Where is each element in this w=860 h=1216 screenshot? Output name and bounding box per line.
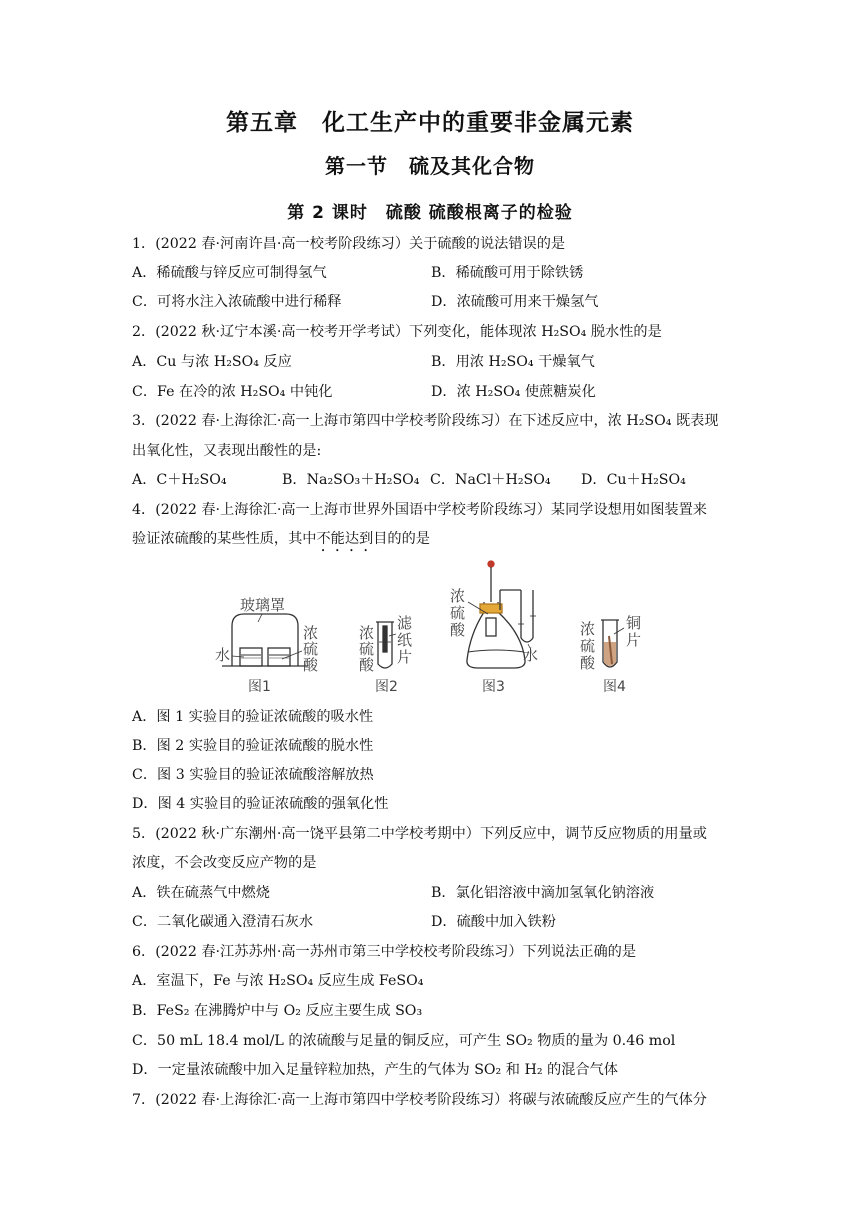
q4-option-b: B．图 2 实验目的验证浓硫酸的脱水性: [132, 738, 374, 754]
figure-3-caption: 图3: [482, 679, 505, 695]
q2-option-a: A．Cu 与浓 H₂SO₄ 反应: [132, 354, 292, 370]
q3-option-c: C．NaCl＋H₂SO₄: [430, 472, 551, 488]
q6-stem: 6．(2022 春·江苏苏州·高一苏州市第三中学校校考阶段练习）下列说法正确的是: [132, 944, 637, 960]
q6-option-b: B．FeS₂ 在沸腾炉中与 O₂ 反应主要生成 SO₃: [132, 1003, 423, 1019]
figure-4-acid-label-2: 硫: [580, 637, 596, 655]
figure-2-acid-label-1: 浓: [359, 624, 375, 642]
q3-option-a: A．C＋H₂SO₄: [132, 472, 227, 488]
figure-2-paper-label-1: 滤: [397, 614, 413, 632]
figure-1-caption: 图1: [248, 679, 271, 695]
figure-4-copper-label-1: 铜: [626, 614, 642, 632]
figure-1-water-label: 水: [215, 646, 231, 664]
figure-2-acid-label-2: 硫: [359, 640, 375, 658]
section-title: 第一节 硫及其化合物: [325, 154, 535, 178]
figure-3: [450, 561, 538, 695]
figure-4-acid-label-3: 酸: [580, 654, 596, 672]
q6-option-a: A．室温下，Fe 与浓 H₂SO₄ 反应生成 FeSO₄: [132, 973, 424, 989]
q4-option-c: C．图 3 实验目的验证浓硫酸溶解放热: [132, 767, 374, 783]
q4-stem-pre: 验证浓硫酸的某些性质，其中: [132, 531, 317, 547]
figure-1-cover-label: 玻璃罩: [240, 596, 286, 614]
q4-stem-line1: 4．(2022 春·上海徐汇·高一上海市世界外国语中学校考阶段练习）某同学设想用如图装置来: [132, 502, 707, 518]
q4-stem-emphasis: 不能达到: [316, 531, 374, 547]
q5-stem-line1: 5．(2022 秋·广东潮州·高一饶平县第二中学校考期中）下列反应中，调节反应物质的用量或: [132, 826, 707, 842]
q4-option-a: A．图 1 实验目的验证浓硫酸的吸水性: [132, 709, 374, 725]
figure-2: [359, 614, 413, 695]
q5-stem-line2: 浓度，不会改变反应产物的是: [132, 855, 317, 871]
q4-stem-post: 目的的是: [373, 531, 430, 547]
figure-1-acid-label-3: 酸: [303, 656, 319, 674]
q3-option-b: B．Na₂SO₃＋H₂SO₄: [282, 472, 420, 488]
figure-4-acid-label-1: 浓: [580, 620, 596, 638]
q1-option-b: B．稀硫酸可用于除铁锈: [431, 265, 584, 281]
q5-option-a: A．铁在硫蒸气中燃烧: [132, 885, 270, 901]
figure-2-paper-label-3: 片: [397, 648, 413, 666]
q2-option-b: B．用浓 H₂SO₄ 干燥氧气: [431, 354, 595, 370]
q6-option-d: D．一定量浓硫酸中加入足量锌粒加热，产生的气体为 SO₂ 和 H₂ 的混合气体: [132, 1062, 618, 1078]
figure-4: [580, 614, 641, 695]
q5-option-c: C．二氧化碳通入澄清石灰水: [132, 914, 314, 930]
q1-option-d: D．浓硫酸可用来干燥氢气: [431, 294, 599, 310]
q6-option-c: C．50 mL 18.4 mol/L 的浓硫酸与足量的铜反应，可产生 SO₂ 物质的量为 0.46 mol: [132, 1033, 676, 1049]
q3-stem-line2: 出氧化性，又表现出酸性的是:: [132, 443, 322, 459]
figure-4-caption: 图4: [603, 679, 626, 695]
q5-option-b: B．氯化铝溶液中滴加氢氧化钠溶液: [431, 885, 655, 901]
q5-option-d: D．硫酸中加入铁粉: [431, 914, 556, 930]
q3-stem-line1: 3．(2022 春·上海徐汇·高一上海市第四中学校考阶段练习）在下述反应中，浓 H₂SO₄ 既表现: [132, 413, 719, 429]
figure-1-acid-label-2: 硫: [303, 640, 319, 658]
q4-option-d: D．图 4 实验目的验证浓硫酸的强氧化性: [132, 796, 389, 812]
figure-3-acid-label-1: 浓: [450, 587, 466, 605]
figure-3-water-label: 水: [523, 646, 539, 664]
figure-4-copper-label-2: 片: [626, 631, 642, 649]
q1-option-a: A．稀硫酸与锌反应可制得氢气: [132, 265, 327, 281]
q1-stem: 1．(2022 春·河南许昌·高一校考阶段练习）关于硫酸的说法错误的是: [132, 236, 566, 252]
apparatus-figure: [0, 556, 860, 706]
figure-2-paper-label-2: 纸: [397, 631, 413, 649]
q2-stem: 2．(2022 秋·辽宁本溪·高一校考开学考试）下列变化，能体现浓 H₂SO₄ 脱水性的是: [132, 324, 662, 340]
q2-option-d: D．浓 H₂SO₄ 使蔗糖炭化: [431, 384, 596, 400]
q4-stem-line2: [132, 529, 430, 555]
figure-3-acid-label-3: 酸: [450, 621, 466, 639]
q1-option-c: C．可将水注入浓硫酸中进行稀释: [132, 294, 342, 310]
figure-1: [215, 596, 319, 695]
q3-option-d: D．Cu＋H₂SO₄: [581, 472, 686, 488]
chapter-title: 第五章 化工生产中的重要非金属元素: [226, 110, 634, 136]
lesson-title: 第 2 课时 硫酸 硫酸根离子的检验: [287, 203, 573, 223]
figure-3-acid-label-2: 硫: [450, 604, 466, 622]
q7-stem: 7．(2022 春·上海徐汇·高一上海市第四中学校考阶段练习）将碳与浓硫酸反应产生的气体分: [132, 1092, 707, 1108]
q2-option-c: C．Fe 在冷的浓 H₂SO₄ 中钝化: [132, 384, 333, 400]
figure-2-acid-label-3: 酸: [359, 656, 375, 674]
figure-1-acid-label-1: 浓: [303, 624, 319, 642]
figure-2-caption: 图2: [375, 679, 398, 695]
